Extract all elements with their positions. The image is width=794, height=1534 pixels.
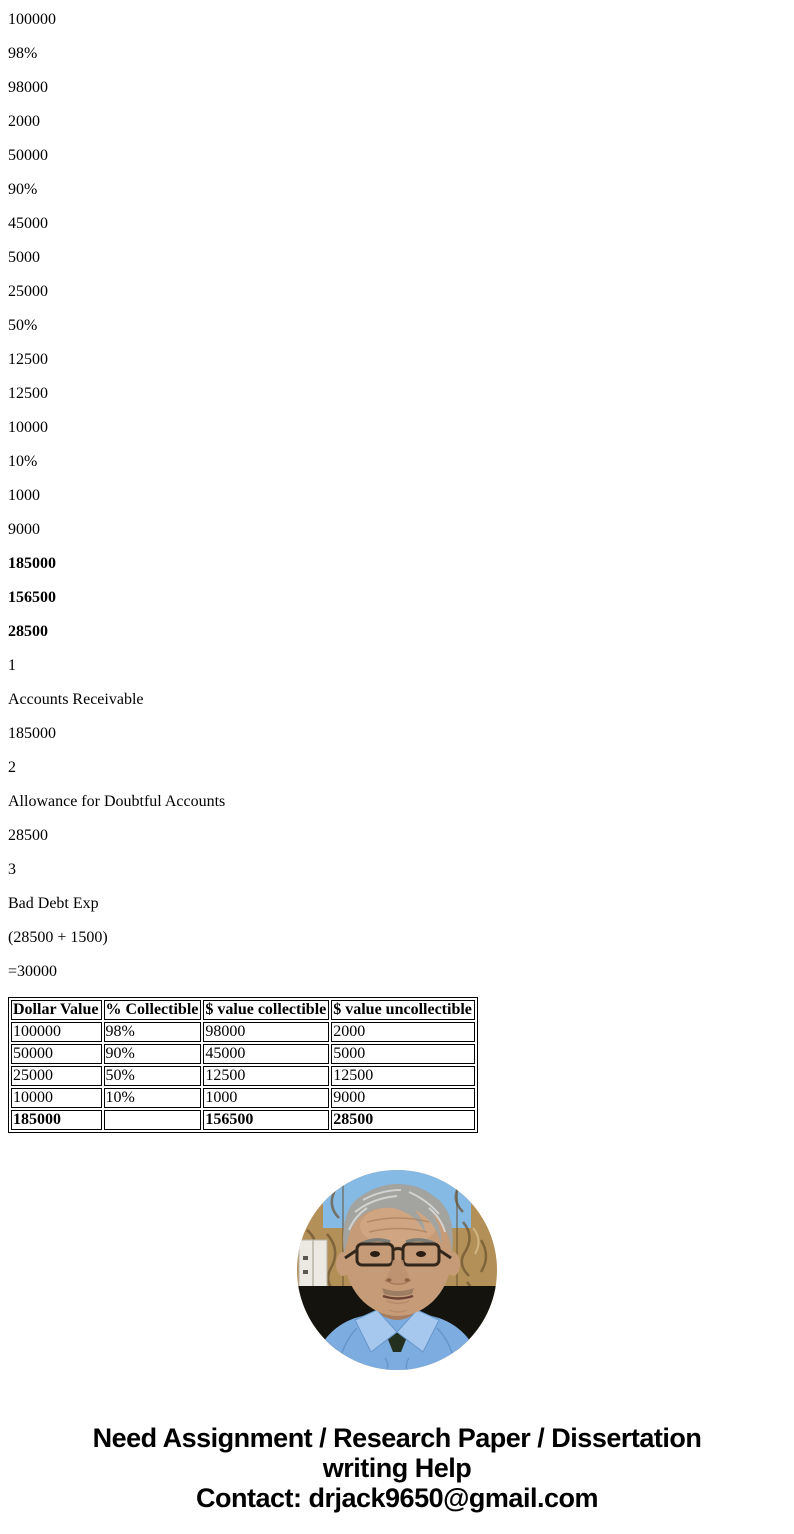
table-header-cell: % Collectible [104, 1000, 202, 1020]
value-paragraph: 45000 [8, 215, 48, 232]
table-cell: 50% [104, 1066, 202, 1086]
value-paragraph: 90% [8, 181, 38, 198]
table-row [11, 1022, 475, 1042]
table-cell: 50000 [11, 1044, 102, 1064]
value-paragraph: 10000 [8, 419, 48, 436]
value-paragraph: 1000 [8, 487, 40, 504]
value-paragraph: 1 [8, 657, 16, 674]
tutor-portrait-image [297, 1170, 497, 1370]
table-cell: 90% [104, 1044, 202, 1064]
value-paragraph: 156500 [8, 589, 56, 606]
value-paragraph: (28500 + 1500) [8, 929, 108, 946]
avatar-container [8, 1170, 786, 1375]
table-cell: 28500 [331, 1110, 475, 1130]
value-paragraph: 2 [8, 759, 16, 776]
page [0, 11, 794, 1534]
table-header-cell: $ value collectible [203, 1000, 329, 1020]
value-paragraph: 185000 [8, 725, 56, 742]
table-cell: 25000 [11, 1066, 102, 1086]
value-paragraph: Accounts Receivable [8, 691, 144, 708]
table-cell: 12500 [203, 1066, 329, 1086]
table-cell: 98% [104, 1022, 202, 1042]
content-area [0, 11, 794, 1513]
value-paragraph: 12500 [8, 385, 48, 402]
value-paragraph: Bad Debt Exp [8, 895, 99, 912]
table-row [11, 1066, 475, 1086]
footer-line-2: writing Help [322, 1453, 472, 1483]
value-paragraph: 100000 [8, 11, 56, 28]
table-cell: 156500 [203, 1110, 329, 1130]
table-cell: 1000 [203, 1088, 329, 1108]
tutor-avatar [297, 1170, 497, 1370]
footer-contact-line: Contact: drjack9650@gmail.com [196, 1483, 598, 1513]
table-cell: 98000 [203, 1022, 329, 1042]
value-paragraph-list [8, 11, 786, 981]
value-paragraph: 28500 [8, 623, 48, 640]
table-head [11, 1000, 475, 1020]
value-paragraph: 3 [8, 861, 16, 878]
table-cell: 10000 [11, 1088, 102, 1108]
table-cell: 10% [104, 1088, 202, 1108]
table-row [11, 1110, 475, 1130]
value-paragraph: 50000 [8, 147, 48, 164]
value-paragraph: 9000 [8, 521, 40, 538]
value-paragraph: 12500 [8, 351, 48, 368]
value-paragraph: 10% [8, 453, 38, 470]
table-header-cell: Dollar Value [11, 1000, 102, 1020]
footer-line-1: Need Assignment / Research Paper / Dissertation [92, 1423, 702, 1453]
eye-left [370, 1251, 380, 1257]
value-paragraph: 185000 [8, 555, 56, 572]
value-paragraph: 98% [8, 45, 38, 62]
table-cell: 100000 [11, 1022, 102, 1042]
table-body [11, 1022, 475, 1130]
table-cell: 2000 [331, 1022, 475, 1042]
value-paragraph: 5000 [8, 249, 40, 266]
table-cell: 185000 [11, 1110, 102, 1130]
footer-banner [8, 1423, 786, 1513]
eye-right [416, 1251, 426, 1257]
table-cell [104, 1110, 202, 1130]
table-cell: 9000 [331, 1088, 475, 1108]
table-header-row [11, 1000, 475, 1020]
value-paragraph: 50% [8, 317, 38, 334]
value-paragraph: 28500 [8, 827, 48, 844]
table-cell: 5000 [331, 1044, 475, 1064]
table-cell: 45000 [203, 1044, 329, 1064]
table-header-cell: $ value uncollectible [331, 1000, 475, 1020]
value-paragraph: 25000 [8, 283, 48, 300]
value-paragraph: 98000 [8, 79, 48, 96]
value-paragraph: =30000 [8, 963, 58, 980]
value-paragraph: Allowance for Doubtful Accounts [8, 793, 226, 810]
value-paragraph: 2000 [8, 113, 40, 130]
table-row [11, 1088, 475, 1108]
table-row [11, 1044, 475, 1064]
collectibility-table [8, 997, 478, 1133]
table-cell: 12500 [331, 1066, 475, 1086]
